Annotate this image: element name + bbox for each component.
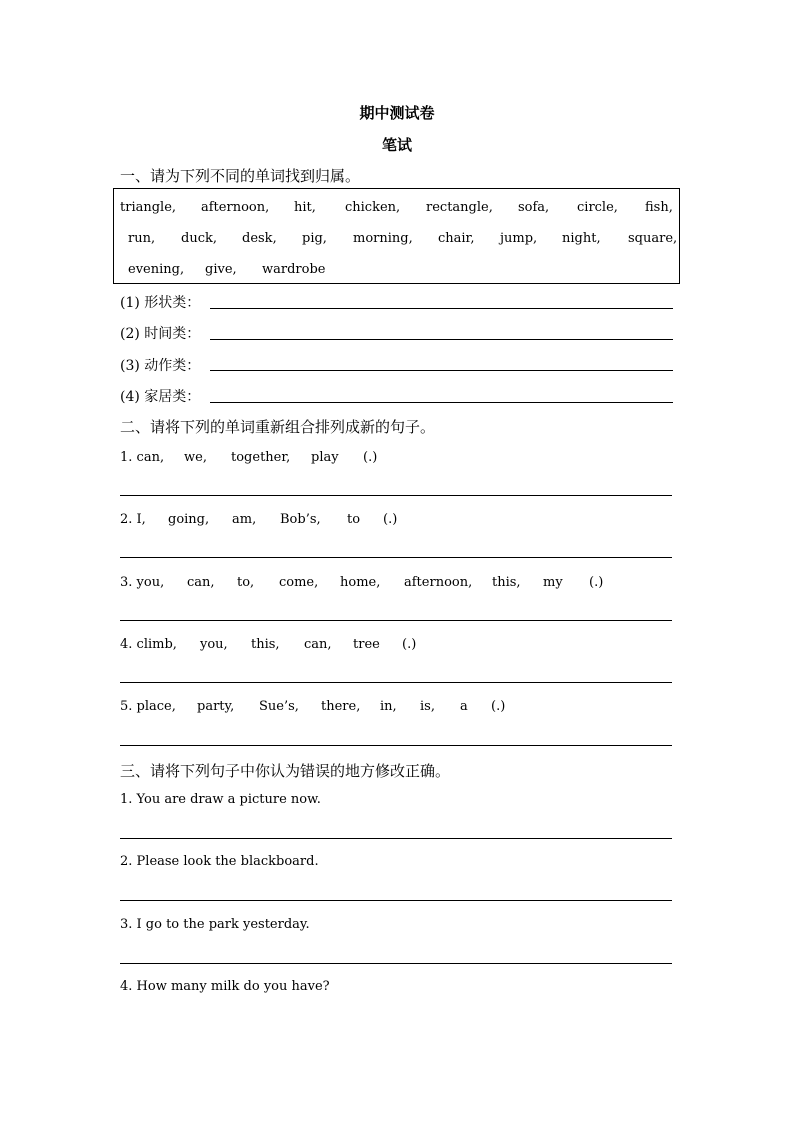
word: chair, — [438, 231, 475, 246]
answer-line[interactable] — [120, 620, 672, 621]
reorder-item — [120, 637, 416, 652]
answer-line[interactable] — [120, 495, 672, 496]
reorder-item — [120, 450, 377, 465]
answer-line[interactable] — [120, 745, 672, 746]
word-token: (.) — [363, 450, 378, 465]
word: night, — [562, 231, 601, 246]
word-token: play — [311, 450, 339, 465]
correction-item: 3. I go to the park yesterday. — [120, 917, 310, 932]
answer-line[interactable] — [120, 682, 672, 683]
word: duck, — [181, 231, 217, 246]
section2-heading: 二、请将下列的单词重新组合排列成新的句子。 — [120, 418, 436, 436]
word: pig, — [302, 231, 327, 246]
word-token: can, — [187, 575, 215, 590]
word: fish, — [645, 200, 673, 215]
word-token: (.) — [402, 637, 417, 652]
word-token: afternoon, — [404, 575, 473, 590]
word-token: tree — [353, 637, 380, 652]
word: jump, — [500, 231, 538, 246]
word-token: a — [460, 699, 468, 714]
word-token: in, — [380, 699, 397, 714]
category-label: (3) 动作类： — [120, 358, 201, 374]
section1-heading: 一、请为下列不同的单词找到归属。 — [120, 167, 361, 185]
word-token: (.) — [383, 512, 398, 527]
word-token: this, — [251, 637, 280, 652]
word: chicken, — [345, 200, 401, 215]
page-title: 期中测试卷 — [359, 104, 435, 122]
word: afternoon, — [201, 200, 270, 215]
reorder-item — [120, 512, 397, 527]
word-token: 1. can, — [120, 450, 165, 465]
correction-item: 1. You are draw a picture now. — [120, 792, 321, 807]
word: triangle, — [120, 200, 177, 215]
word-token: (.) — [491, 699, 506, 714]
word: hit, — [294, 200, 316, 215]
word: square, — [628, 231, 678, 246]
word-token: 5. place, — [120, 699, 176, 714]
word-token: this, — [492, 575, 521, 590]
answer-line[interactable] — [120, 963, 672, 964]
word-token: to — [347, 512, 361, 527]
word-token: come, — [279, 575, 319, 590]
answer-line[interactable] — [120, 838, 672, 839]
word-token: there, — [321, 699, 361, 714]
word-token: to, — [237, 575, 255, 590]
word: rectangle, — [426, 200, 493, 215]
word: desk, — [242, 231, 277, 246]
reorder-item — [120, 699, 505, 714]
word-token: 4. climb, — [120, 637, 177, 652]
word: give, — [205, 262, 237, 277]
word-token: can, — [304, 637, 332, 652]
word-token: am, — [232, 512, 257, 527]
word-token: my — [543, 575, 563, 590]
answer-line[interactable] — [210, 370, 673, 371]
word-token: Sue’s, — [259, 699, 299, 714]
word-token: together, — [231, 450, 291, 465]
word-token: is, — [420, 699, 435, 714]
category-label: (4) 家居类： — [120, 389, 201, 405]
word-token: party, — [197, 699, 235, 714]
answer-line[interactable] — [210, 339, 673, 340]
word: circle, — [577, 200, 618, 215]
word-token: you, — [200, 637, 228, 652]
word: run, — [128, 231, 156, 246]
word: sofa, — [518, 200, 550, 215]
answer-line[interactable] — [120, 900, 672, 901]
word-token: Bob’s, — [280, 512, 321, 527]
answer-line[interactable] — [210, 402, 673, 403]
correction-item: 2. Please look the blackboard. — [120, 854, 319, 869]
word-token: 3. you, — [120, 575, 165, 590]
section3-heading: 三、请将下列句子中你认为错误的地方修改正确。 — [120, 762, 451, 780]
word: wardrobe — [262, 262, 326, 277]
word-token: (.) — [589, 575, 604, 590]
category-label: (2) 时间类： — [120, 326, 201, 342]
reorder-item — [120, 575, 603, 590]
word-token: 2. I, — [120, 512, 146, 527]
correction-item: 4. How many milk do you have? — [120, 979, 330, 994]
answer-line[interactable] — [120, 557, 672, 558]
word: morning, — [353, 231, 413, 246]
word-token: home, — [340, 575, 381, 590]
word-token: going, — [168, 512, 210, 527]
page-subtitle: 笔试 — [381, 136, 412, 154]
category-label: (1) 形状类： — [120, 295, 201, 311]
answer-line[interactable] — [210, 308, 673, 309]
word: evening, — [128, 262, 185, 277]
word-token: we, — [184, 450, 207, 465]
